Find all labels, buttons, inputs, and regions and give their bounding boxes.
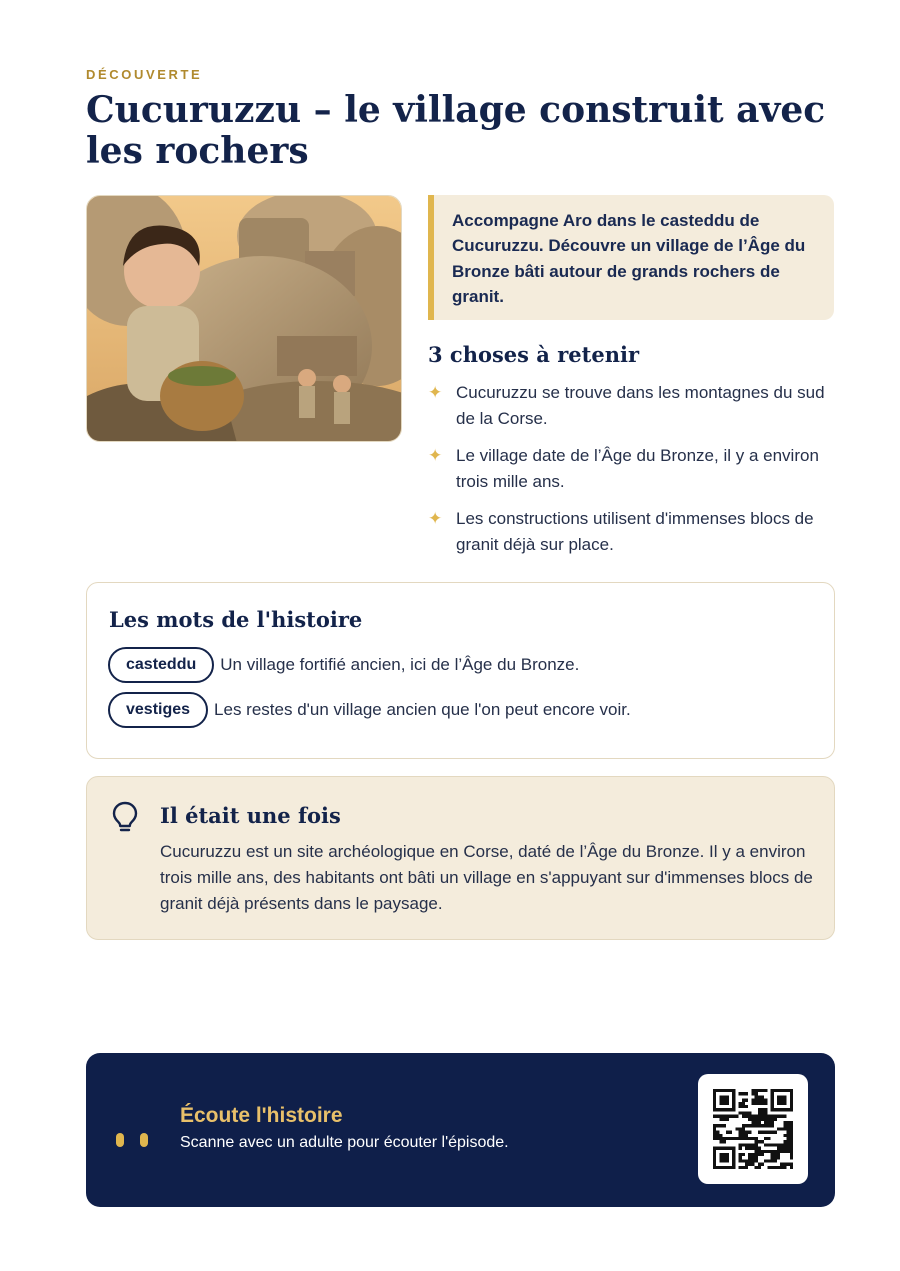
key-points-list — [428, 380, 834, 569]
key-point-text: Cucuruzzu se trouve dans les montagnes du sud de la Corse. — [456, 383, 825, 428]
glossary-entry — [108, 692, 631, 728]
glossary-term: casteddu — [108, 647, 214, 683]
audio-dots-icon — [116, 1133, 164, 1152]
key-point-text: Le village date de l’Âge du Bronze, il y a environ trois mille ans. — [456, 446, 819, 491]
hero-illustration — [86, 195, 402, 442]
hero-illustration-image — [87, 196, 402, 442]
page-title: Cucuruzzu – le village construit avec les rochers — [86, 89, 826, 172]
section-eyebrow: DÉCOUVERTE — [86, 67, 203, 82]
lightbulb-icon — [112, 801, 138, 838]
glossary-definition: Un village fortifié ancien, ici de l’Âge du Bronze. — [220, 655, 580, 674]
key-point-text: Les constructions utilisent d'immenses blocs de granit déjà sur place. — [456, 509, 814, 554]
four-point-star-icon: ✦ — [428, 446, 443, 465]
story-text: Cucuruzzu est un site archéologique en Corse, daté de l’Âge du Bronze. Il y a environ trois mille ans, des habitants ont bâti un village en s'appuyant sur d'immenses blocs de granit déjà présents dans le paysage. — [160, 842, 813, 913]
key-points-title: 3 choses à retenir — [428, 342, 640, 367]
story-title: Il était une fois — [160, 803, 341, 828]
glossary-entry — [108, 647, 579, 683]
qr-code-icon[interactable] — [698, 1074, 808, 1184]
intro-callout: Accompagne Aro dans le casteddu de Cucuruzzu. Découvre un village de l’Âge du Bronze bâti autour de grands rochers de granit. — [428, 195, 834, 320]
glossary-title: Les mots de l'histoire — [109, 607, 363, 632]
four-point-star-icon: ✦ — [428, 383, 443, 402]
glossary-card — [86, 582, 835, 759]
key-point-item — [428, 443, 834, 495]
story-card — [86, 776, 835, 940]
listen-banner — [86, 1053, 835, 1207]
listen-title: Écoute l'histoire — [180, 1104, 343, 1127]
listen-subtitle: Scanne avec un adulte pour écouter l'épisode. — [180, 1134, 509, 1151]
four-point-star-icon: ✦ — [428, 509, 443, 528]
glossary-definition: Les restes d'un village ancien que l'on peut encore voir. — [214, 700, 631, 719]
glossary-term: vestiges — [108, 692, 208, 728]
key-point-item — [428, 380, 834, 432]
key-point-item — [428, 506, 834, 558]
